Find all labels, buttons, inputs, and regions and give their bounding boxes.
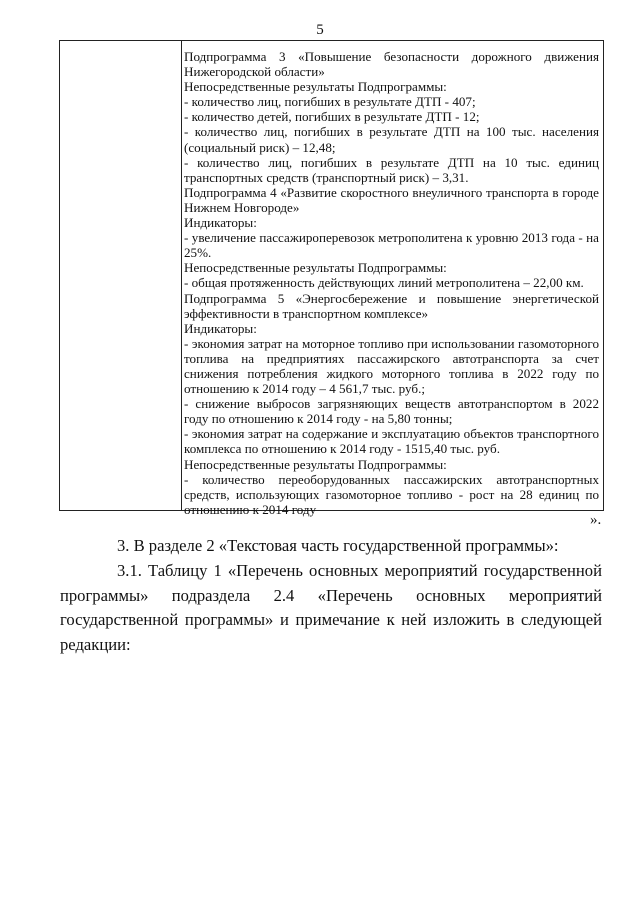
page-number: 5 [316, 22, 324, 38]
cell-line: Непосредственные результаты Подпрограммы: [184, 260, 447, 276]
item-paragraph [60, 559, 602, 657]
cell-line: Непосредственные результаты Подпрограммы: [184, 79, 447, 95]
cell-line: Подпрограмма 4 «Развитие скоростного внеуличного транспорта в городе Нижнем Новгороде» [184, 184, 599, 215]
cell-line: Индикаторы: [184, 215, 257, 231]
cell-line: - количество лиц, погибших в результате ДТП - 407; [184, 94, 476, 110]
cell-line: - увеличение пассажироперевозок метрополитена к уровню 2013 года - на 25%. [184, 230, 599, 261]
cell-line: Подпрограмма 3 «Повышение безопасности дорожного движения Нижегородской области» [184, 49, 599, 80]
cell-line: - количество лиц, погибших в результате ДТП на 100 тыс. населения (социальный риск) – 12,48; [184, 124, 599, 155]
item-text: 3.1. Таблицу 1 «Перечень основных мероприятий государственной программы» подраздела 2.4 «Перечень основных мероприятий государственной программы» и примечание к ней изложить в следующей редакции: [60, 561, 602, 654]
closing-quote: ». [590, 512, 602, 528]
section-paragraph [60, 534, 602, 559]
cell-line: - общая протяженность действующих линий метрополитена – 22,00 км. [184, 275, 584, 291]
column-divider [181, 41, 182, 510]
table-right-cell [184, 49, 599, 517]
cell-line: - количество лиц, погибших в результате ДТП на 10 тыс. единиц транспортных средств (транспортный риск) – 3,31. [184, 154, 599, 185]
cell-line: Непосредственные результаты Подпрограммы: [184, 456, 447, 472]
cell-line: - экономия затрат на содержание и эксплуатацию объектов транспортного комплекса по отношению к 2014 году - 1515,40 тыс. руб. [184, 426, 599, 457]
cell-line: Индикаторы: [184, 320, 257, 336]
cell-line: Подпрограмма 5 «Энергосбережение и повышение энергетической эффективности в транспортном комплексе» [184, 290, 599, 321]
section-text: 3. В разделе 2 «Текстовая часть государственной программы»: [117, 536, 559, 555]
cell-line: - количество детей, погибших в результате ДТП - 12; [184, 109, 480, 125]
indicators-table [59, 40, 604, 517]
cell-line: - экономия затрат на моторное топливо при использовании газомоторного топлива на предприятиях пассажирского автотранспорта за счет снижения потребления жидкого моторного топлива в 2022 году по отношению к 2014 году – 4 561,7 тыс. руб.; [184, 335, 599, 397]
cell-line: - снижение выбросов загрязняющих веществ автотранспортом в 2022 году по отношению к 2014 году - на 5,80 тонны; [184, 396, 599, 427]
cell-line: - количество переоборудованных пассажирских автотранспортных средств, использующих газомоторное топливо - рост на 28 единиц по отношению к 2014 году [184, 471, 599, 517]
